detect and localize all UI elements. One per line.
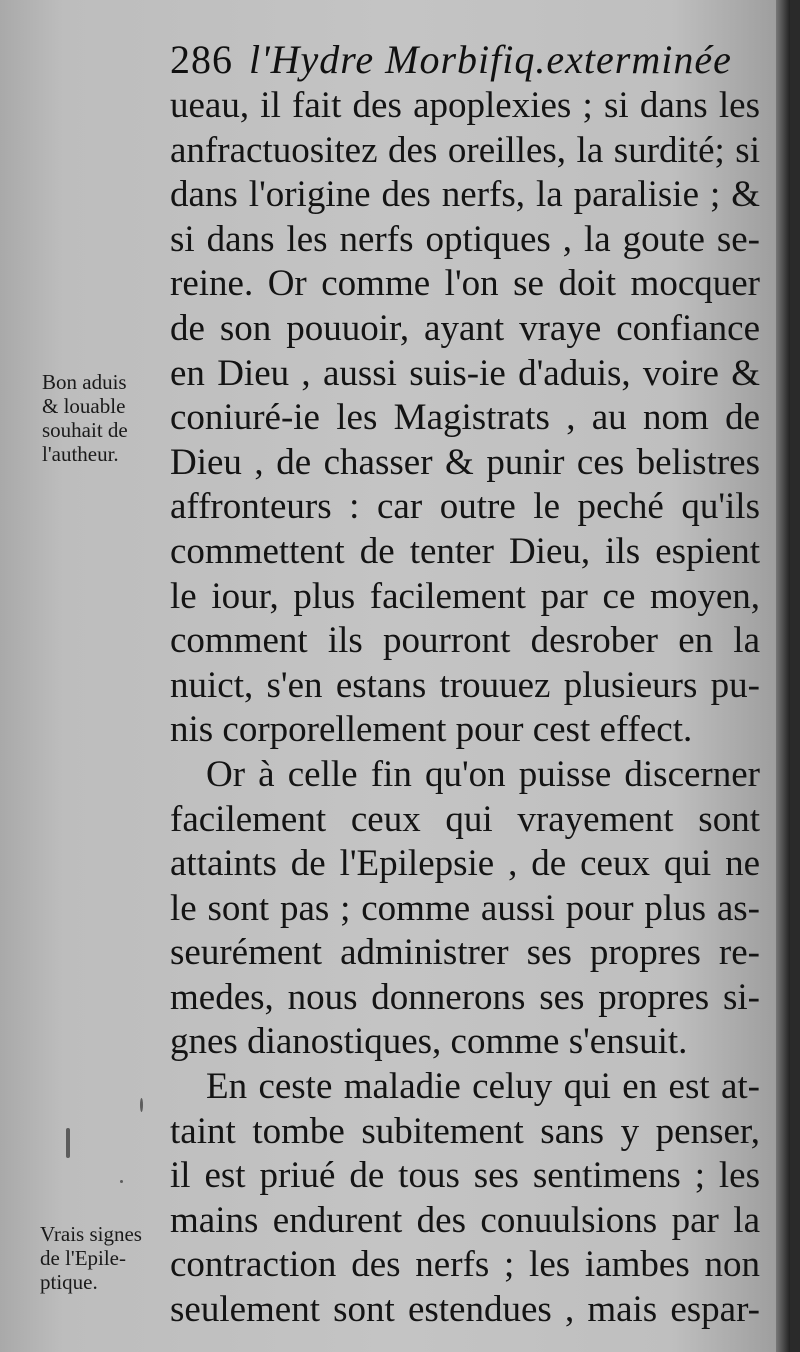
paragraph-start-line: Or à celle fin qu'on puisse discerner	[206, 753, 760, 795]
text-line: gnes dianostiques, comme s'ensuit.	[170, 1021, 688, 1063]
text-line: affronteurs : car outre le peché qu'ils	[170, 486, 760, 528]
text-line: le sont pas ; comme aussi pour plus as-	[170, 887, 760, 929]
margin-note-line: souhait de	[42, 418, 128, 442]
text-line: reine. Or comme l'on se doit mocquer	[170, 263, 760, 305]
text-line: anfractuositez des oreilles, la surdité; si	[170, 129, 760, 171]
text-line: commettent de tenter Dieu, ils espient	[170, 530, 760, 572]
page-number: 286	[170, 37, 233, 82]
ink-speck	[120, 1180, 123, 1183]
text-line: attaints de l'Epilepsie , de ceux qui ne	[170, 843, 760, 885]
text-line: mains endurent des conuulsions par la	[170, 1199, 760, 1241]
text-line: nis corporellement pour cest effect.	[170, 709, 693, 751]
text-line: medes, nous donnerons ses propres si-	[170, 976, 760, 1018]
text-line: contraction des nerfs ; les iambes non	[170, 1244, 760, 1286]
text-line: seulement sont estendues , mais espar-	[170, 1289, 760, 1331]
text-line: de son pouuoir, ayant vraye confiance	[170, 307, 760, 349]
text-line: en Dieu , aussi suis-ie d'aduis, voire &	[170, 352, 760, 394]
ink-speck	[140, 1098, 143, 1112]
text-line: dans l'origine des nerfs, la paralisie ; &	[170, 174, 760, 216]
margin-note-signs	[40, 1222, 174, 1294]
margin-note-line: ptique.	[40, 1270, 98, 1294]
running-title: l'Hydre Morbifiq.exterminée	[249, 37, 732, 82]
text-line: Dieu , de chasser & punir ces belistres	[170, 441, 760, 483]
text-line: taint tombe subitement sans y penser,	[170, 1110, 760, 1152]
text-line: seurément administrer ses propres re-	[170, 932, 760, 974]
text-line: coniuré-ie les Magistrats , au nom de	[170, 397, 760, 439]
margin-note-line: & louable	[42, 394, 126, 418]
main-text	[170, 84, 760, 1333]
margin-note-line: Bon aduis	[42, 370, 127, 394]
text-line: ueau, il fait des apoplexies ; si dans les	[170, 85, 760, 126]
text-line: facilement ceux qui vrayement sont	[170, 798, 760, 840]
margin-note-advice	[42, 370, 176, 466]
margin-note-line: l'autheur.	[42, 442, 119, 466]
ink-speck	[66, 1128, 70, 1158]
text-line: le iour, plus facilement par ce moyen,	[170, 575, 760, 617]
margin-note-line: Vrais signes	[40, 1222, 142, 1246]
text-line: si dans les nerfs optiques , la goute se-	[170, 218, 760, 260]
paragraph-start-line: En ceste maladie celuy qui en est at-	[206, 1066, 760, 1108]
text-line: nuict, s'en estans trouuez plusieurs pu-	[170, 664, 760, 706]
text-line: comment ils pourront desrober en la	[170, 620, 760, 662]
margin-note-line: de l'Epile-	[40, 1246, 126, 1270]
text-line: il est priué de tous ses sentimens ; les	[170, 1155, 760, 1197]
page-edge-shadow	[776, 0, 790, 1352]
